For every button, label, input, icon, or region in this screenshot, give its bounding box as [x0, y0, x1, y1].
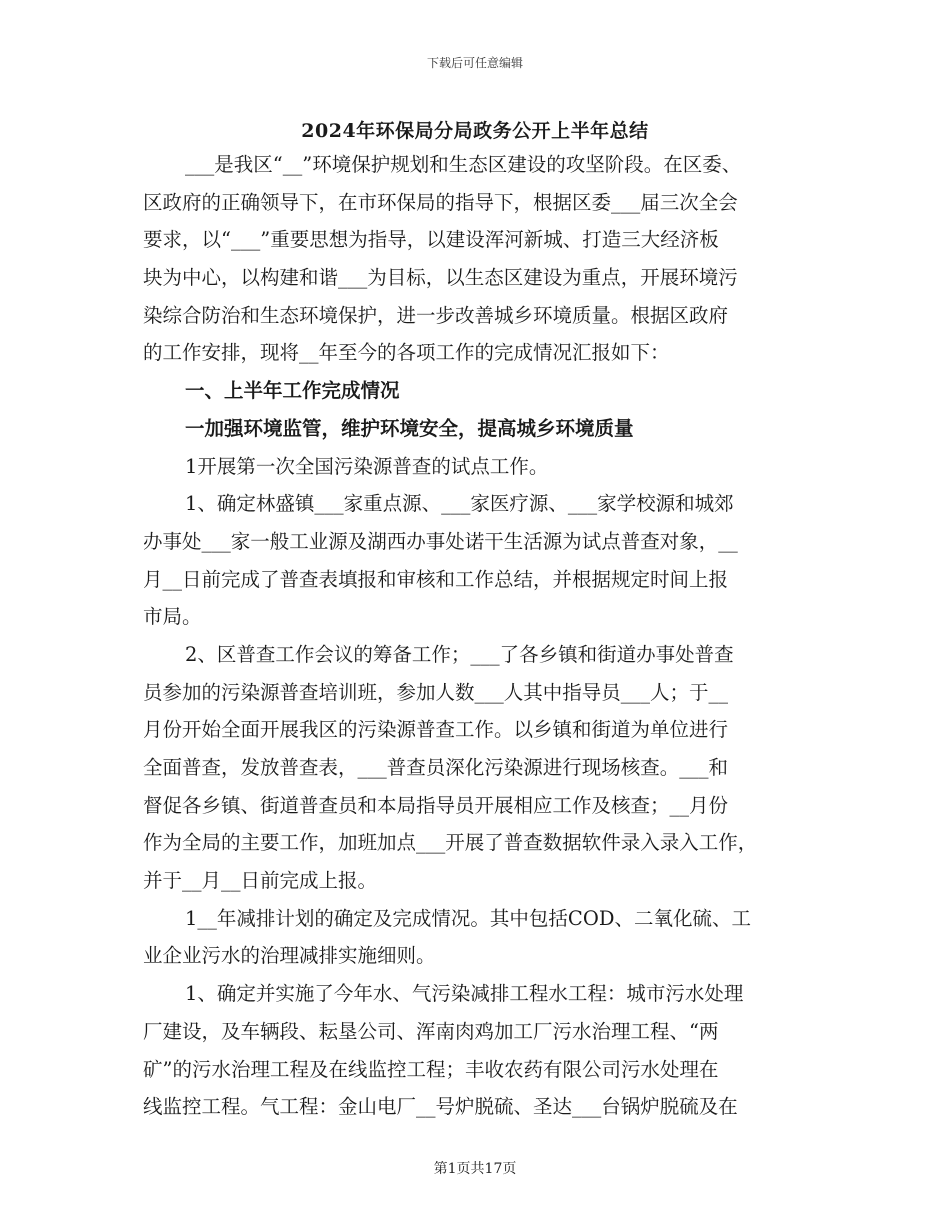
document-body — [143, 146, 808, 1126]
paragraph-line: 1__年减排计划的确定及完成情况。其中包括COD、二氧化硫、工 — [185, 906, 751, 930]
paragraph-line: 矿”的污水治理工程及在线监控工程；丰收农药有限公司污水处理在 — [143, 1057, 719, 1081]
header-note: 下载后可任意编辑 — [426, 56, 523, 70]
paragraph-line: 督促各乡镇、街道普查员和本局指导员开展相应工作及核查；__月份 — [143, 793, 729, 817]
paragraph-line: 厂建设，及车辆段、耘垦公司、浑南肉鸡加工厂污水治理工程、“两 — [143, 1019, 719, 1043]
paragraph-line: 市局。 — [143, 605, 202, 629]
paragraph-line: 月__日前完成了普查表填报和审核和工作总结，并根据规定时间上报 — [143, 567, 729, 591]
paragraph-line: 染综合防治和生态环境保护，进一步改善城乡环境质量。根据区政府 — [143, 303, 729, 327]
paragraph-line: 线监控工程。气工程：金山电厂__号炉脱硫、圣达___台锅炉脱硫及在 — [143, 1095, 738, 1119]
page-footer: 第1页共17页 — [433, 1161, 517, 1177]
paragraph-line: 办事处___家一般工业源及湖西办事处诺干生活源为试点普查对象，__ — [143, 529, 738, 553]
paragraph-line: 月份开始全面开展我区的污染源普查工作。以乡镇和街道为单位进行 — [143, 718, 729, 742]
paragraph-line: 区政府的正确领导下，在市环保局的指导下，根据区委___届三次全会 — [143, 190, 738, 214]
paragraph-line: 作为全局的主要工作，加班加点___开展了普查数据软件录入录入工作， — [143, 831, 758, 855]
paragraph-line: 要求，以“___”重要思想为指导，以建设浑河新城、打造三大经济板 — [143, 228, 719, 252]
paragraph-line: 1、确定并实施了今年水、气污染减排工程水工程：城市污水处理 — [185, 982, 744, 1006]
paragraph-line: 2、区普查工作会议的筹备工作；___了各乡镇和街道办事处普查 — [185, 642, 734, 666]
paragraph-line: ___是我区“__”环境保护规划和生态区建设的攻坚阶段。在区委、 — [185, 153, 742, 176]
paragraph-line: 的工作安排，现将__年至今的各项工作的完成情况汇报如下： — [143, 341, 670, 365]
paragraph-line: 员参加的污染源普查培训班，参加人数___人其中指导员___人；于__ — [143, 680, 729, 704]
paragraph-line: 并于__月__日前完成上报。 — [143, 869, 378, 893]
subsection-heading: 一加强环境监管，维护环境安全，提高城乡环境质量 — [185, 416, 634, 440]
paragraph-line: 1开展第一次全国污染源普查的试点工作。 — [185, 454, 549, 478]
paragraph-line: 块为中心，以构建和谐___为目标，以生态区建设为重点，开展环境污 — [143, 266, 738, 290]
paragraph-line: 1、确定林盛镇___家重点源、___家医疗源、___家学校源和城郊 — [185, 492, 734, 516]
section-heading: 一、上半年工作完成情况 — [185, 379, 400, 403]
document-title: 2024年环保局分局政务公开上半年总结 — [301, 120, 649, 142]
paragraph-line: 业企业污水的治理减排实施细则。 — [143, 944, 436, 968]
paragraph-line: 全面普查，发放普查表，___普查员深化污染源进行现场核查。___和 — [143, 756, 729, 779]
